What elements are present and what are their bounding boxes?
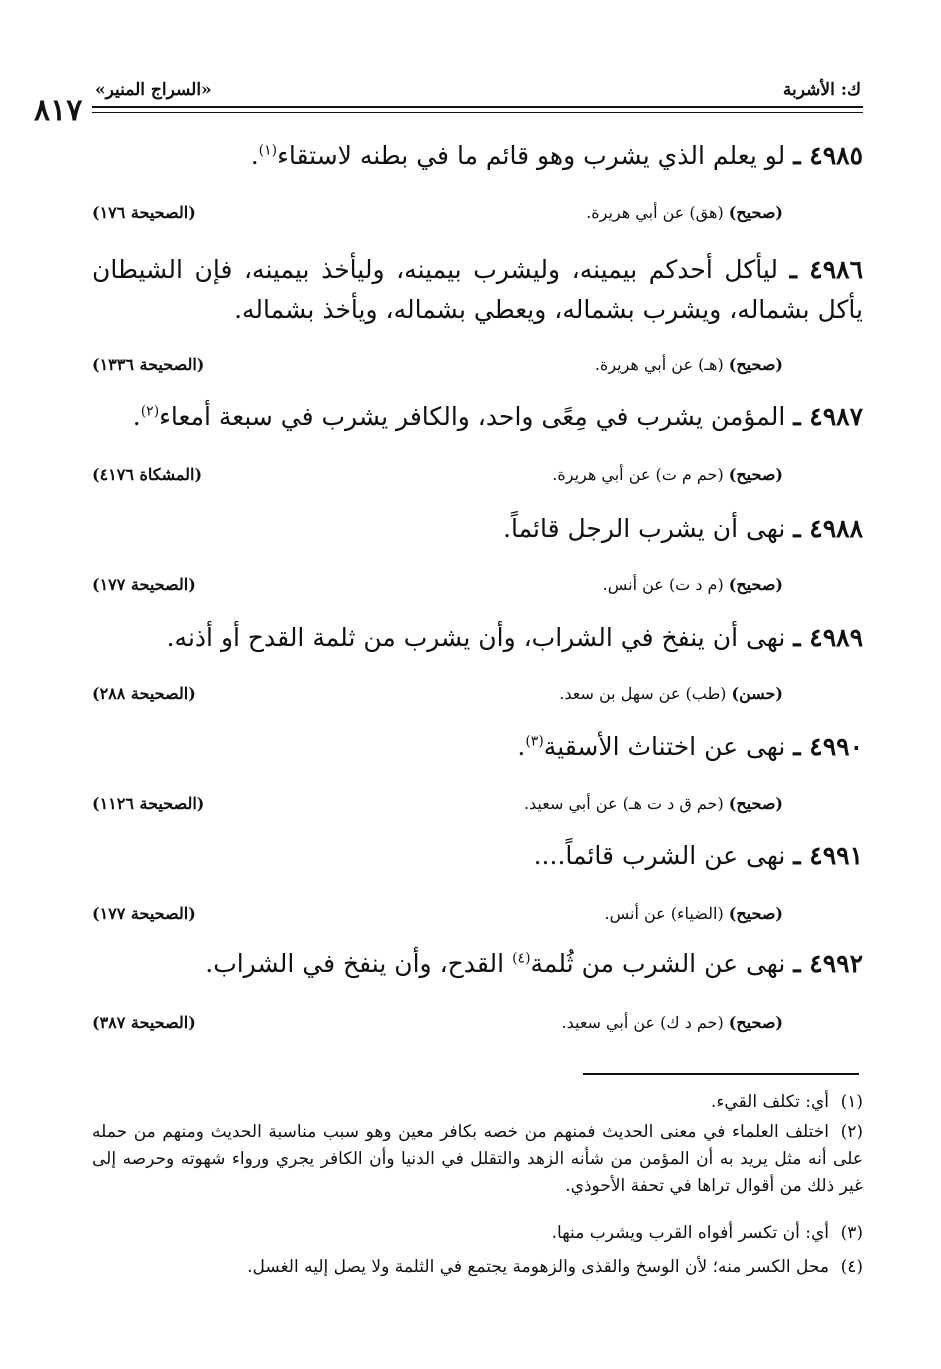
reference: (الصحيحة ١٧٦)	[92, 203, 196, 222]
grade: (صحيح)	[728, 355, 783, 374]
source: (حم د ك) عن أبي سعيد.	[561, 1013, 724, 1032]
grade-source	[559, 684, 783, 703]
grade-source	[605, 904, 784, 923]
grade-row	[92, 355, 863, 379]
footnote-text: محل الكسر منه؛ لأن الوسخ والقذى والزهومة يجتمع في الثلمة ولا يصل إليه الغسل.	[247, 1257, 829, 1277]
grade-source	[586, 203, 783, 222]
hadith-text: ليأكل أحدكم بيمينه، وليشرب بيمينه، وليأخذ بيمينه، فإن الشيطان يأكل بشماله، ويشرب بشماله، ويعطي بشماله، ويأخذ بشماله.	[92, 255, 863, 324]
hadith-number: ٤٩٨٧ ـ	[793, 402, 863, 431]
reference: (الصحيحة ١١٢٦)	[92, 794, 205, 813]
footnote-ref[interactable]: (١)	[258, 142, 278, 159]
source: (هـ) عن أبي هريرة.	[594, 355, 724, 374]
hadith-number: ٤٩٨٦ ـ	[789, 255, 863, 284]
reference: (الصحيحة ١٣٣٦)	[92, 355, 205, 374]
footnote-ref[interactable]: (٣)	[525, 733, 544, 750]
hadith-entry	[92, 136, 863, 176]
hadith-text-end: .	[517, 732, 526, 761]
hadith-number: ٤٩٩١ ـ	[793, 841, 863, 870]
hadith-entry	[92, 397, 863, 437]
reference: (الصحيحة ٢٨٨)	[92, 684, 196, 703]
hadith-text: نهى أن يشرب الرجل قائماً.	[503, 514, 786, 543]
footnote	[92, 1089, 863, 1116]
grade: (صحيح)	[728, 575, 783, 594]
grade-row	[92, 1013, 863, 1037]
footnote-ref[interactable]: (٢)	[140, 403, 160, 420]
grade: (صحيح)	[728, 794, 783, 813]
hadith-text: نهى أن ينفخ في الشراب، وأن يشرب من ثلمة القدح أو أذنه.	[166, 623, 786, 652]
header-rule	[92, 106, 863, 108]
footnote-text: أي: أن تكسر أفواه القرب ويشرب منها.	[551, 1223, 829, 1243]
hadith-text-end: .	[132, 402, 141, 431]
source: (الضياء) عن أنس.	[604, 904, 724, 923]
footnote	[92, 1220, 863, 1247]
footnote-number: (١)	[840, 1092, 863, 1112]
hadith-entry	[92, 944, 863, 984]
grade-source	[552, 465, 783, 484]
footnote-number: (٣)	[840, 1223, 863, 1243]
footnote-text: أي: تكلف القيء.	[711, 1092, 829, 1112]
footnote-text: اختلف العلماء في معنى الحديث فمنهم من خصه بكافر معين وهو سبب مناسبة الحديث ومنهم من حمله على أنه مثل يريد به أن المؤمن من شأنه الزهد والتقلل في الدنيا وأن الكافر يجري ورواء شهوته وحرصه إلى غير ذلك من أقوال تراها في تحفة الأحوذي.	[92, 1122, 863, 1196]
grade: (صحيح)	[728, 1013, 783, 1032]
grade-source	[562, 1013, 783, 1032]
hadith-number: ٤٩٩٢ ـ	[793, 949, 863, 978]
hadith-number: ٤٩٩٠ ـ	[793, 732, 863, 761]
book-title: «السراج المنير»	[95, 80, 212, 100]
reference: (الصحيحة ٣٨٧)	[92, 1013, 196, 1032]
reference: (المشكاة ٤١٧٦)	[92, 465, 203, 484]
page-number: ٨١٧	[34, 93, 83, 128]
footnote-separator	[583, 1073, 859, 1075]
footnote-number: (٤)	[840, 1257, 863, 1277]
chapter-title: ك: الأشربة	[782, 80, 861, 100]
grade-row	[92, 904, 863, 928]
hadith-number: ٤٩٨٨ ـ	[793, 514, 863, 543]
hadith-entry	[92, 836, 863, 876]
grade-source	[603, 575, 783, 594]
grade-row	[92, 465, 863, 489]
grade-row	[92, 794, 863, 818]
grade-source	[595, 355, 783, 374]
hadith-text: المؤمن يشرب في مِعًى واحد، والكافر يشرب في سبعة أمعاء	[159, 402, 786, 431]
footnote	[92, 1119, 863, 1200]
hadith-entry	[92, 618, 863, 658]
grade-row	[92, 684, 863, 708]
reference: (الصحيحة ١٧٧)	[92, 904, 196, 923]
source: (طب) عن سهل بن سعد.	[559, 684, 727, 703]
grade-row	[92, 575, 863, 599]
source: (م د ت) عن أنس.	[602, 575, 724, 594]
hadith-text: نهى عن الشرب قائماً....	[533, 841, 786, 870]
grade-row	[92, 203, 863, 227]
hadith-entry	[92, 250, 863, 330]
hadith-text: نهى عن الشرب من ثُلمة	[530, 949, 786, 978]
hadith-text-end: .	[250, 141, 259, 170]
hadith-entry	[92, 727, 863, 767]
footnote-ref[interactable]: (٤)	[512, 950, 531, 967]
reference: (الصحيحة ١٧٧)	[92, 575, 196, 594]
source: (حم ق د ت هـ) عن أبي سعيد.	[523, 794, 724, 813]
footnote-number: (٢)	[840, 1122, 863, 1142]
hadith-number: ٤٩٨٩ ـ	[793, 623, 863, 652]
hadith-text: لو يعلم الذي يشرب وهو قائم ما في بطنه لاستقاء	[277, 141, 786, 170]
grade: (صحيح)	[728, 904, 783, 923]
hadith-number: ٤٩٨٥ ـ	[793, 141, 863, 170]
grade: (حسن)	[731, 684, 783, 703]
footnote	[92, 1254, 863, 1281]
grade: (صحيح)	[728, 203, 783, 222]
source: (حم م ت) عن أبي هريرة.	[552, 465, 724, 484]
grade-source	[524, 794, 783, 813]
hadith-text: نهى عن اختناث الأسقية	[543, 732, 786, 761]
hadith-text-end: القدح، وأن ينفخ في الشراب.	[205, 949, 513, 978]
source: (هق) عن أبي هريرة.	[586, 203, 724, 222]
grade: (صحيح)	[728, 465, 783, 484]
hadith-entry	[92, 509, 863, 549]
header-rule-thin	[92, 112, 863, 113]
